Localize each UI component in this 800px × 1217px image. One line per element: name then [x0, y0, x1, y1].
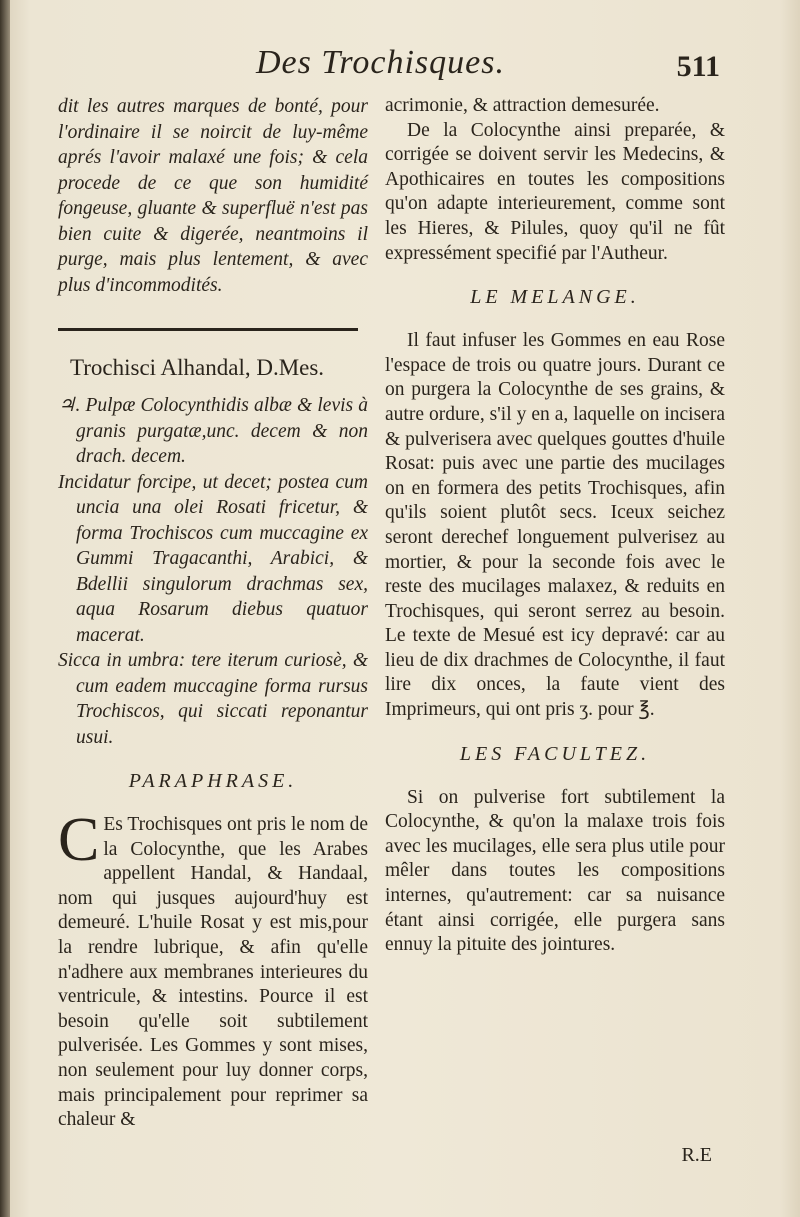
paraphrase-heading: PARAPHRASE.	[128, 770, 298, 792]
left-column	[58, 94, 368, 1133]
running-title: Des Trochisques.	[256, 44, 505, 81]
right-column	[385, 94, 725, 958]
paraphrase-text: Es Trochisques ont pris le nom de la Colocynthe, que les Arabes appellent Handal, & Handaal, nom qui jusques aujourd'huy est demeuré. L'huile Rosat y est mis,pour la rendre lubrique, & afin qu'elle n'adhere aux membranes interieures du ventricule, & intestins. Pource il est besoin qu'elle soit subtilement pulverisée. Les Gommes y sont mises, non seulement pour luy donner corps, mais principalement pour reprimer sa chaleur &	[58, 814, 368, 1131]
preparation-paragraph: De la Colocynthe ainsi preparée, & corrigée se doivent servir les Medecins, & Apothicaires en toutes les compositions qu'on adapte interieurement, comme sont les Hieres, & Pilules, quoy qu'il ne fût expressément specifié par l'Autheur.	[385, 119, 725, 264]
melange-heading: LE MELANGE.	[470, 286, 640, 309]
melange-paragraph: Il faut infuser les Gommes en eau Rose l'espace de trois ou quatre jours. Durant ce on purgera la Colocynthe de ses grains, & autre ordure, s'il y en a, laquelle on incisera & pulverisera avec quelques gouttes d'huile Rosat: puis avec une partie des mucilages on en formera des petits Trochisques, afin qu'ils soient plutôt secs. Iceux seichez seront derechef longuement pulverisez au mortier, & pour la seconde fois avec le reste des mucilages malaxez, & reduits en Trochisques, qui seront serrez au besoin. Le texte de Mesué est icy depravé: car au lieu de dix drachmes de Colocynthe, il faut lire dix onces, la faute vient des Imprimeurs, qui ont pris ʒ. pour ℥.	[385, 330, 725, 721]
page-number: 511	[676, 50, 720, 83]
page-spine-shadow	[0, 0, 10, 1217]
facultez-paragraph: Si on pulverise fort subtilement la Colocynthe, & qu'on la malaxe trois fois avec les mucilages, elle sera plus utile pour mêler dans toutes les compositions internes, qu'autrement: car sa nuisance étant ainsi corrigée, elle purgera sans ennuy la pituite des jointures.	[385, 786, 725, 956]
intro-paragraph: dit les autres marques de bonté, pour l'ordinaire il se noircit de luy-même aprés l'avoir malaxé une fois; & cela procede de ce que son humidité fongeuse, gluante & superfluë n'est pas bien cuite & digerée, neantmoins il purge, mais plus lentement, & avec plus d'incommodités.	[58, 96, 368, 296]
recipe-paragraph-3: Sicca in umbra: tere iterum curiosè, & cum eadem muccagine forma rursus Trochiscos, qui siccati reponantur usui.	[58, 650, 368, 748]
continuation-paragraph: acrimonie, & attraction demesurée.	[385, 95, 660, 116]
section-divider	[58, 328, 358, 331]
recipe-title: Trochisci Alhandal, D.Mes.	[70, 355, 325, 380]
paraphrase-paragraph	[58, 806, 368, 1133]
recipe-paragraph-1: ♃. Pulpæ Colocynthidis albæ & levis à granis purgatæ,unc. decem & non drach. decem.	[58, 395, 368, 467]
drop-cap: C	[58, 806, 100, 874]
recipe-paragraph-2: Incidatur forcipe, ut decet; postea cum uncia una olei Rosati fricetur, & forma Trochiscos cum muccagine ex Gummi Tragacanthi, Arabici, & Bdellii singulorum drachmas sex, aqua Rosarum diebus quatuor macerat.	[58, 471, 368, 646]
facultez-heading: LES FACULTEZ.	[459, 742, 651, 765]
catchword: R.E	[681, 1144, 712, 1166]
running-header	[250, 44, 720, 94]
